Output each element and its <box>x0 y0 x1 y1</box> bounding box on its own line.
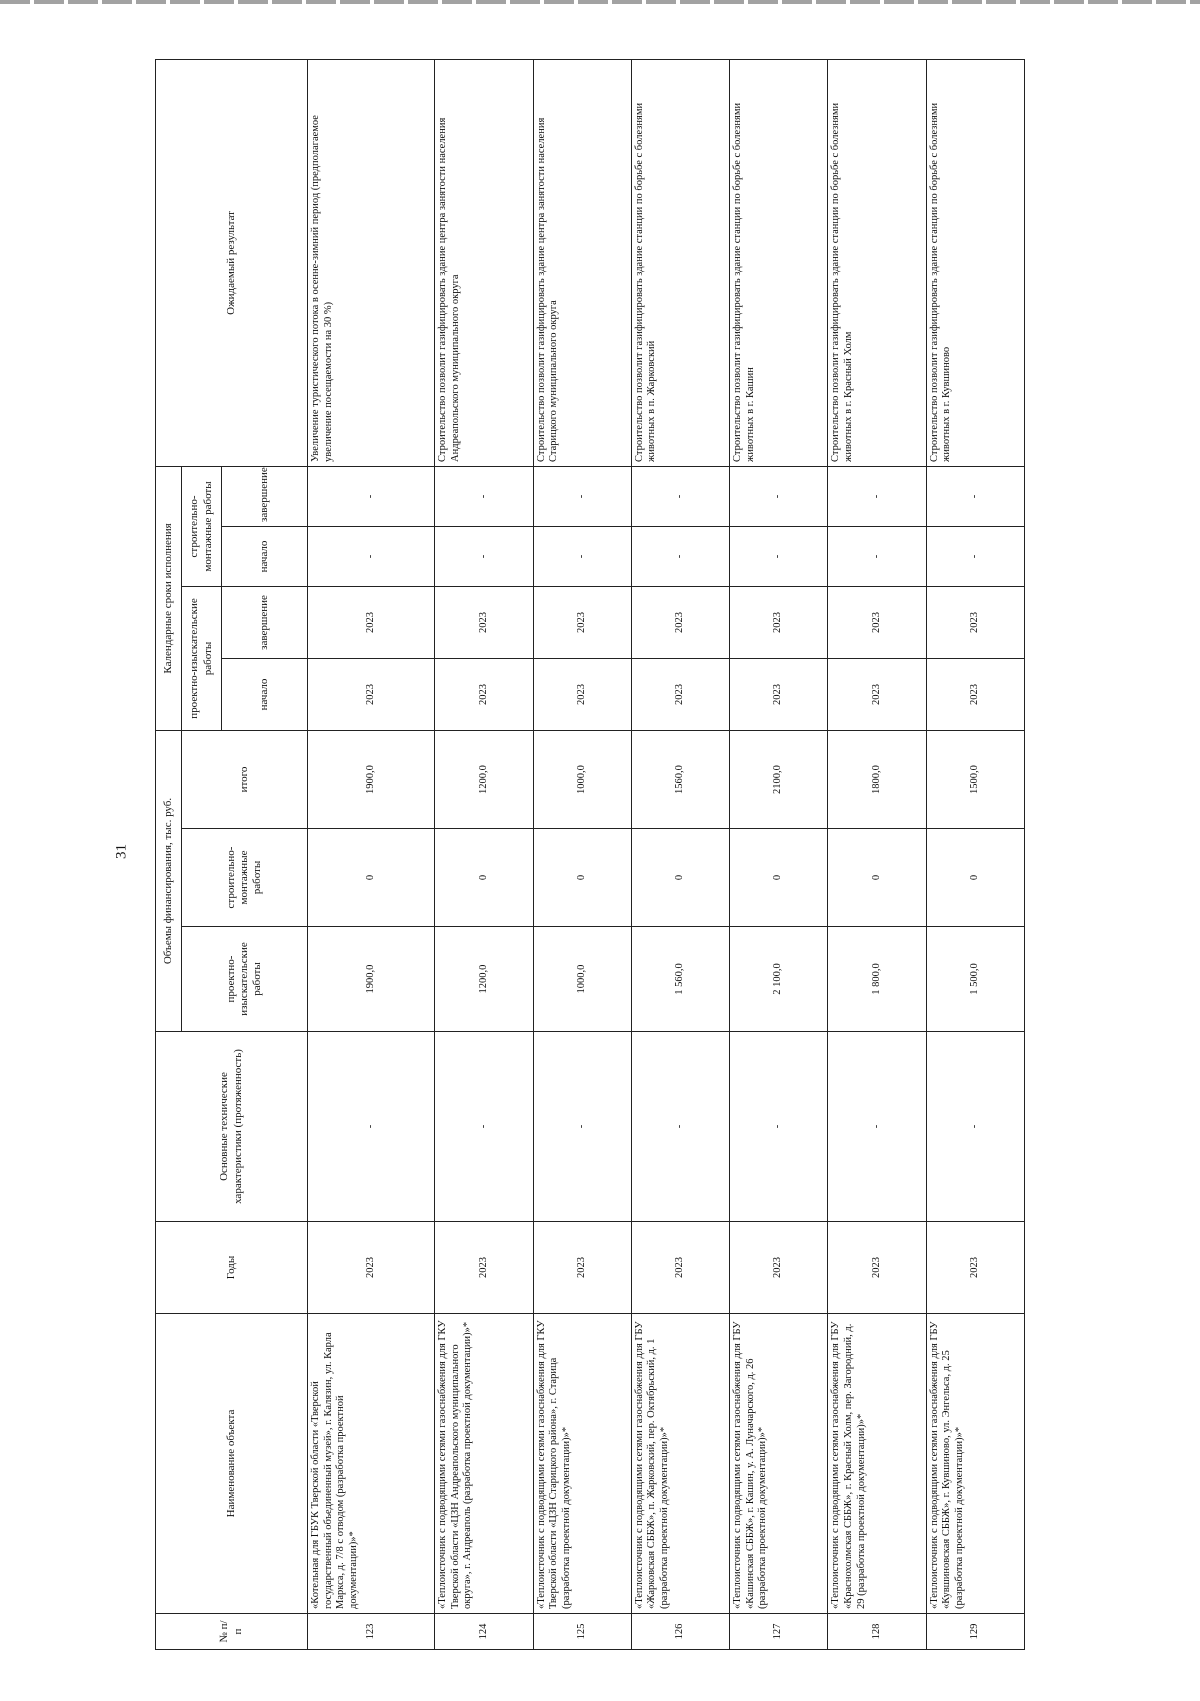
row-year: 2023 <box>828 1222 926 1314</box>
header-years: Годы <box>156 1222 308 1314</box>
row-construction-cost: 0 <box>308 829 435 927</box>
row-year: 2023 <box>308 1222 435 1314</box>
row-num: 125 <box>533 1614 631 1650</box>
row-design-start: 2023 <box>435 658 533 730</box>
row-construction-start: - <box>730 526 828 586</box>
header-design-works: проектно-изыскательские работы <box>182 927 308 1032</box>
row-num: 129 <box>926 1614 1024 1650</box>
row-total-cost: 1500,0 <box>926 730 1024 828</box>
header-total: итого <box>182 730 308 828</box>
header-construction-start: начало <box>222 526 308 586</box>
row-design-end: 2023 <box>926 586 1024 658</box>
row-num: 128 <box>828 1614 926 1650</box>
row-construction-end: - <box>533 466 631 526</box>
header-design-end: завершение <box>222 586 308 658</box>
object-name: «Теплоисточник с подводящими сетями газоснабжения для ГКУ Тверской области «ЦЗН Старицкого района», г. Старица (разработка проектной документации)»* <box>533 1314 631 1614</box>
row-num: 124 <box>435 1614 533 1650</box>
row-tech: - <box>828 1032 926 1222</box>
row-construction-end: - <box>308 466 435 526</box>
row-tech: - <box>435 1032 533 1222</box>
object-name: «Теплоисточник с подводящими сетями газоснабжения для ГКУ Тверской области «ЦЗН Андреапольского муниципального округа», г. Андреаполь (разработка проектной документации)»* <box>435 1314 533 1614</box>
row-construction-cost: 0 <box>730 829 828 927</box>
row-tech: - <box>308 1032 435 1222</box>
row-design-start: 2023 <box>308 658 435 730</box>
row-tech: - <box>631 1032 729 1222</box>
row-tech: - <box>533 1032 631 1222</box>
row-design-start: 2023 <box>730 658 828 730</box>
row-total-cost: 1560,0 <box>631 730 729 828</box>
row-year: 2023 <box>926 1222 1024 1314</box>
expected-result: Строительство позволит газифицировать здание центра занятости населения Андреапольского муниципального округа <box>435 59 533 466</box>
row-construction-cost: 0 <box>533 829 631 927</box>
table-row <box>828 59 926 1649</box>
object-name: «Теплоисточник с подводящими сетями газоснабжения для ГБУ «Жарковская СББЖ», п. Жарковский, пер. Октябрьский, д. 1 (разработка проектной документации)»* <box>631 1314 729 1614</box>
table-row <box>730 59 828 1649</box>
row-total-cost: 1000,0 <box>533 730 631 828</box>
header-funding-group: Объемы финансирования, тыс. руб. <box>156 730 182 1031</box>
table-row <box>435 59 533 1649</box>
object-name: «Теплоисточник с подводящими сетями газоснабжения для ГБУ «Краснохолмская СББЖ», г. Красный Холм, пер. Загородний, д. 29 (разработка проектной документации)»* <box>828 1314 926 1614</box>
expected-result: Увеличение туристического потока в осенне-зимний период (предполагаемое увеличение посещаемости на 30 %) <box>308 59 435 466</box>
row-design-start: 2023 <box>533 658 631 730</box>
row-design-start: 2023 <box>631 658 729 730</box>
row-construction-end: - <box>926 466 1024 526</box>
row-construction-start: - <box>926 526 1024 586</box>
row-design-cost: 1200,0 <box>435 927 533 1032</box>
row-total-cost: 2100,0 <box>730 730 828 828</box>
row-tech: - <box>926 1032 1024 1222</box>
header-result: Ожидаемый результат <box>156 59 308 466</box>
header-construction-works: строительно-монтажные работы <box>182 829 308 927</box>
row-construction-start: - <box>435 526 533 586</box>
row-design-start: 2023 <box>926 658 1024 730</box>
row-year: 2023 <box>631 1222 729 1314</box>
rotated-table-container <box>155 60 1025 1650</box>
row-design-end: 2023 <box>631 586 729 658</box>
page-number: 31 <box>113 844 130 859</box>
header-num: № п/п <box>156 1614 308 1650</box>
row-construction-end: - <box>730 466 828 526</box>
row-construction-cost: 0 <box>926 829 1024 927</box>
row-year: 2023 <box>730 1222 828 1314</box>
row-year: 2023 <box>533 1222 631 1314</box>
row-construction-end: - <box>631 466 729 526</box>
expected-result: Строительство позволит газифицировать здание станции по борьбе с болезнями животных в г. Кувшиново <box>926 59 1024 466</box>
row-total-cost: 1800,0 <box>828 730 926 828</box>
row-design-end: 2023 <box>308 586 435 658</box>
expected-result: Строительство позволит газифицировать здание станции по борьбе с болезнями животных в п. Жарковский <box>631 59 729 466</box>
objects-table <box>155 59 1025 1650</box>
expected-result: Строительство позволит газифицировать здание центра занятости населения Старицкого муниципального округа <box>533 59 631 466</box>
row-num: 123 <box>308 1614 435 1650</box>
row-design-end: 2023 <box>435 586 533 658</box>
row-design-end: 2023 <box>828 586 926 658</box>
row-total-cost: 1900,0 <box>308 730 435 828</box>
row-total-cost: 1200,0 <box>435 730 533 828</box>
header-tech: Основные технические характеристики (протяженность) <box>156 1032 308 1222</box>
expected-result: Строительство позволит газифицировать здание станции по борьбе с болезнями животных в г. Красный Холм <box>828 59 926 466</box>
row-design-cost: 1 500,0 <box>926 927 1024 1032</box>
expected-result: Строительство позволит газифицировать здание станции по борьбе с болезнями животных в г. Кашин <box>730 59 828 466</box>
row-design-end: 2023 <box>533 586 631 658</box>
header-name: Наименование объекта <box>156 1314 308 1614</box>
header-construction-end: завершение <box>222 466 308 526</box>
row-construction-start: - <box>533 526 631 586</box>
row-construction-end: - <box>435 466 533 526</box>
scan-edge-line <box>0 0 1200 4</box>
header-design-period: проектно-изыскательские работы <box>182 586 222 730</box>
row-construction-cost: 0 <box>828 829 926 927</box>
object-name: «Котельная для ГБУК Тверской области «Тверской государственный объединенный музей», г. Калязин, ул. Карла Маркса, д. 7/8 с отводом (разработка проектной документации)»* <box>308 1314 435 1614</box>
object-name: «Теплоисточник с подводящими сетями газоснабжения для ГБУ «Кувшиновская СББЖ», г. Кувшиново, ул. Энгельса, д. 25 (разработка проектной документации)»* <box>926 1314 1024 1614</box>
row-num: 126 <box>631 1614 729 1650</box>
table-row <box>533 59 631 1649</box>
row-design-end: 2023 <box>730 586 828 658</box>
row-construction-start: - <box>631 526 729 586</box>
table-row <box>631 59 729 1649</box>
row-design-cost: 1 800,0 <box>828 927 926 1032</box>
row-num: 127 <box>730 1614 828 1650</box>
table-row <box>926 59 1024 1649</box>
row-design-cost: 1 560,0 <box>631 927 729 1032</box>
header-construction-period: строительно-монтажные работы <box>182 466 222 586</box>
row-design-cost: 1900,0 <box>308 927 435 1032</box>
row-design-start: 2023 <box>828 658 926 730</box>
header-calendar-group: Календарные сроки исполнения <box>156 466 182 730</box>
row-design-cost: 1000,0 <box>533 927 631 1032</box>
row-design-cost: 2 100,0 <box>730 927 828 1032</box>
row-construction-cost: 0 <box>435 829 533 927</box>
row-construction-start: - <box>308 526 435 586</box>
row-construction-end: - <box>828 466 926 526</box>
row-construction-start: - <box>828 526 926 586</box>
object-name: «Теплоисточник с подводящими сетями газоснабжения для ГБУ «Кашинская СББЖ», г. Кашин, у. А. Луначарского, д. 26 (разработка проектной документации)»* <box>730 1314 828 1614</box>
header-design-start: начало <box>222 658 308 730</box>
table-row <box>308 59 435 1649</box>
row-tech: - <box>730 1032 828 1222</box>
row-year: 2023 <box>435 1222 533 1314</box>
row-construction-cost: 0 <box>631 829 729 927</box>
